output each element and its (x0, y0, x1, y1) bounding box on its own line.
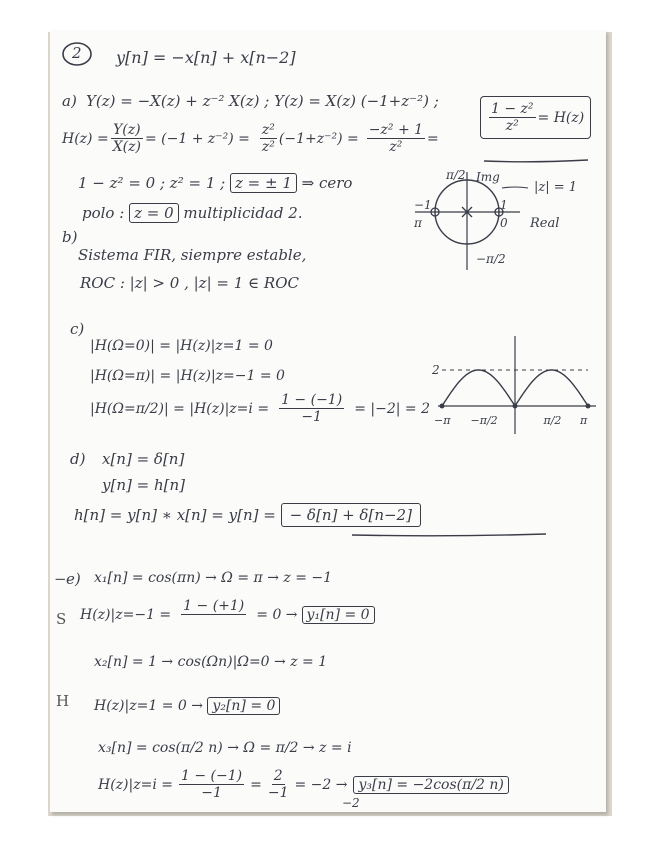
zero-point-0 (440, 404, 445, 409)
fraction-c (279, 392, 344, 425)
frac-den (212, 615, 216, 631)
frac-num: 1 − (+1) (183, 598, 245, 614)
fraction-e6a (179, 768, 244, 801)
fraction-expanded (367, 122, 425, 155)
e-l2-lhs: H(z)|z=−1 = (80, 606, 172, 623)
part-d-label: d) (70, 450, 86, 468)
fraction-z2-over-z2 (260, 122, 277, 155)
part-d-line1: x[n] = δ[n] (102, 450, 185, 468)
part-b-line1: Sistema FIR, siempre estable, (78, 246, 307, 264)
pz-top-label: π/2 (446, 168, 466, 182)
zeros-line (78, 174, 352, 192)
h-box-rhs: = H(z) (537, 109, 585, 126)
e-l2-rhs: = 0 → (256, 606, 298, 623)
y1-box: y₁[n] = 0 (302, 606, 375, 624)
part-b-line2: ROC : |z| > 0 , |z| = 1 ∈ ROC (80, 274, 299, 292)
part-e-line5: x₃[n] = cos(π/2 n) → Ω = π/2 → z = i (98, 740, 352, 756)
part-d-line2: y[n] = h[n] (102, 476, 185, 494)
margin-mark-dash: − (54, 570, 67, 588)
problem-number: 2 (72, 44, 82, 62)
x-tick-label-0: −π (434, 414, 451, 427)
part-a-line1: Y(z) = −X(z) + z⁻² X(z) ; Y(z) = X(z) (−1+z⁻²) ; (86, 92, 439, 110)
e-l6-eq: = (250, 776, 262, 793)
transfer-function-line (62, 122, 439, 155)
pz-minus1-label: −1 (414, 198, 432, 212)
frac-den: z² (389, 139, 403, 156)
zeros-arrow: ⇒ cero (301, 174, 353, 192)
underline-d (350, 532, 550, 538)
y2-box: y₂[n] = 0 (207, 697, 280, 715)
poles-label: polo : (82, 204, 125, 222)
frac-den: −1 (301, 409, 322, 426)
x-tick-label-3: π (580, 414, 588, 427)
frac-num: Y(z) (113, 122, 141, 138)
x-tick-label-1: −π/2 (470, 414, 498, 427)
pz-real-label: Real (530, 216, 560, 231)
frac-den: X(z) (112, 139, 141, 156)
frac-num: z² (261, 122, 275, 138)
y-tick-2: 2 (432, 363, 440, 377)
h-mid1: = (−1 + z⁻²) = (144, 130, 250, 147)
zeros-box: z = ± 1 (230, 173, 297, 193)
part-c-line2: |H(Ω=π)| = |H(z)|z=−1 = 0 (90, 368, 285, 384)
fraction-y-over-x (111, 122, 143, 155)
e-l6-under: −2 (342, 796, 360, 810)
c-l3-rhs: = |−2| = 2 (354, 400, 430, 417)
pz-one-label: 1 (500, 198, 508, 212)
zeros-text: 1 − z² = 0 ; z² = 1 ; (78, 174, 226, 192)
pz-zero-label: 0 (500, 216, 508, 230)
pz-bottom-label: −π/2 (476, 252, 506, 266)
fraction-e6b (266, 768, 291, 801)
frac-den: −1 (267, 785, 289, 802)
part-c-line3 (90, 392, 430, 425)
frac-den: −1 (201, 785, 222, 802)
frac-num: −z² + 1 (368, 122, 424, 138)
part-e-line2 (80, 598, 375, 631)
part-b-label: b) (62, 228, 78, 246)
frac-num: 1 − (−1) (181, 768, 243, 784)
e-l6-mid: = −2 → (294, 776, 348, 793)
frac-num: 1 − z² (491, 101, 534, 117)
boxed-transfer-function (480, 96, 591, 139)
part-c-label: c) (70, 320, 85, 338)
zero-point-1 (513, 404, 518, 409)
frac-den: z² (505, 118, 519, 135)
pz-imag-label: Img (476, 170, 500, 184)
frac-num: 1 − (−1) (281, 392, 343, 408)
magnitude-response-plot (430, 326, 600, 436)
h-eq: = (427, 130, 439, 147)
impulse-response-box: − δ[n] + δ[n−2] (281, 503, 421, 527)
frac-den: z² (261, 139, 275, 156)
zero-point-2 (586, 404, 591, 409)
frac-num: 2 (273, 768, 283, 784)
part-c-line1: |H(Ω=0)| = |H(z)|z=1 = 0 (90, 338, 273, 354)
poles-multiplicity: multiplicidad 2. (183, 204, 303, 222)
main-equation: y[n] = −x[n] + x[n−2] (116, 48, 296, 67)
pz-pi-label: π (414, 216, 422, 230)
pz-unit-circle-label: |z| = 1 (534, 180, 578, 195)
h-lhs: H(z) = (62, 130, 109, 147)
d-l3: h[n] = y[n] ∗ x[n] = y[n] = (74, 506, 276, 524)
part-e-label: e) (66, 570, 81, 588)
margin-mark-h: H (56, 692, 70, 710)
part-d-line3 (74, 506, 421, 524)
c-l3-lhs: |H(Ω=π/2)| = |H(z)|z=i = (90, 400, 270, 417)
part-a-label: a) (62, 92, 77, 110)
part-e-line6 (98, 768, 509, 801)
underline-h (482, 158, 592, 164)
fraction-result (489, 101, 536, 134)
h-mid2: (−1+z⁻²) = (278, 130, 359, 147)
part-e-line4 (94, 698, 280, 714)
y3-box: y₃[n] = −2cos(π/2 n) (353, 776, 508, 794)
x-tick-label-2: π/2 (543, 414, 562, 427)
scanned-page (50, 30, 606, 812)
part-e-line1: x₁[n] = cos(πn) → Ω = π → z = −1 (94, 570, 333, 586)
part-e-line3: x₂[n] = 1 → cos(Ωn)|Ω=0 → z = 1 (94, 654, 328, 670)
poles-line (82, 204, 303, 222)
poles-box: z = 0 (129, 203, 179, 223)
e-l6-lhs: H(z)|z=i = (98, 776, 173, 793)
margin-mark-s: S (56, 610, 67, 628)
e-l4-lhs: H(z)|z=1 = 0 → (94, 698, 203, 714)
fraction-e2 (181, 598, 246, 631)
